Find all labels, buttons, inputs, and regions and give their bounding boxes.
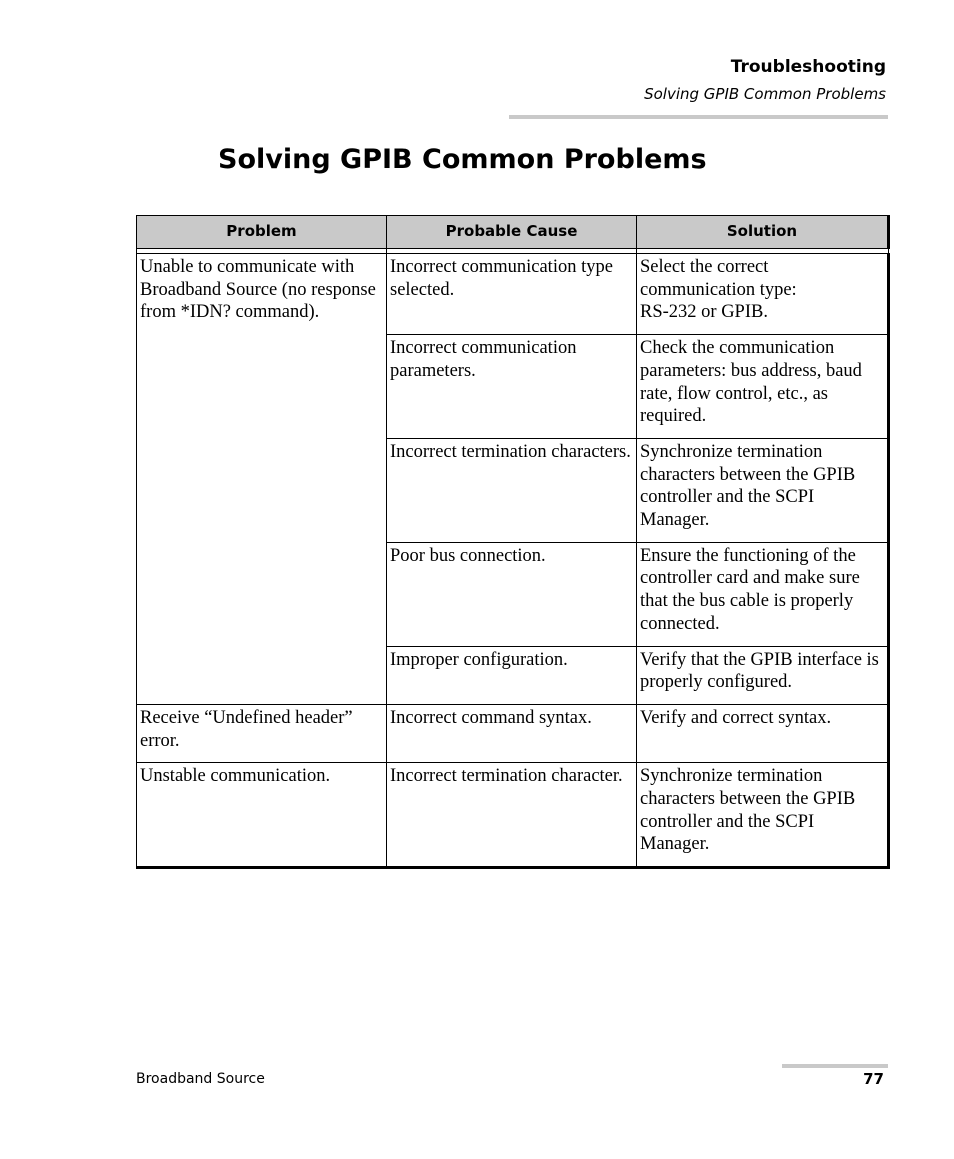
header-divider [509, 115, 888, 119]
chapter-title: Troubleshooting [730, 57, 886, 77]
cause-cell: Incorrect command syntax. [387, 704, 637, 762]
cause-cell: Incorrect communication type selected. [387, 254, 637, 335]
column-header-solution: Solution [637, 216, 889, 249]
footer-divider [782, 1064, 888, 1068]
solution-cell: Synchronize termination characters between the GPIB controller and the SCPI Manager. [637, 763, 889, 868]
column-header-problem: Problem [137, 216, 387, 249]
page-number: 77 [863, 1070, 884, 1088]
cause-cell: Incorrect communication parameters. [387, 335, 637, 439]
solution-cell: Select the correct communication type: RS-232 or GPIB. [637, 254, 889, 335]
table-row [137, 704, 889, 762]
cause-cell: Incorrect termination characters. [387, 438, 637, 542]
solution-cell: Verify that the GPIB interface is properly configured. [637, 646, 889, 704]
table-row [137, 254, 889, 335]
running-header [644, 57, 886, 103]
footer-product: Broadband Source [136, 1071, 265, 1087]
table-body [137, 249, 889, 868]
solution-cell: Synchronize termination characters between the GPIB controller and the SCPI Manager. [637, 438, 889, 542]
problem-cell: Unstable communication. [137, 763, 387, 868]
cause-cell: Incorrect termination character. [387, 763, 637, 868]
solution-cell: Check the communication parameters: bus address, baud rate, flow control, etc., as required. [637, 335, 889, 439]
section-title: Solving GPIB Common Problems [644, 85, 886, 103]
table-header-row [137, 216, 889, 249]
problem-cell: Unable to communicate with Broadband Source (no response from *IDN? command). [137, 254, 387, 705]
page-title: Solving GPIB Common Problems [218, 144, 707, 175]
cause-cell: Improper configuration. [387, 646, 637, 704]
troubleshooting-table [136, 215, 890, 869]
table-row [137, 763, 889, 868]
column-header-cause: Probable Cause [387, 216, 637, 249]
problem-cell: Receive “Undefined header” error. [137, 704, 387, 762]
solution-cell: Verify and correct syntax. [637, 704, 889, 762]
solution-cell: Ensure the functioning of the controller card and make sure that the bus cable is properly connected. [637, 542, 889, 646]
cause-cell: Poor bus connection. [387, 542, 637, 646]
